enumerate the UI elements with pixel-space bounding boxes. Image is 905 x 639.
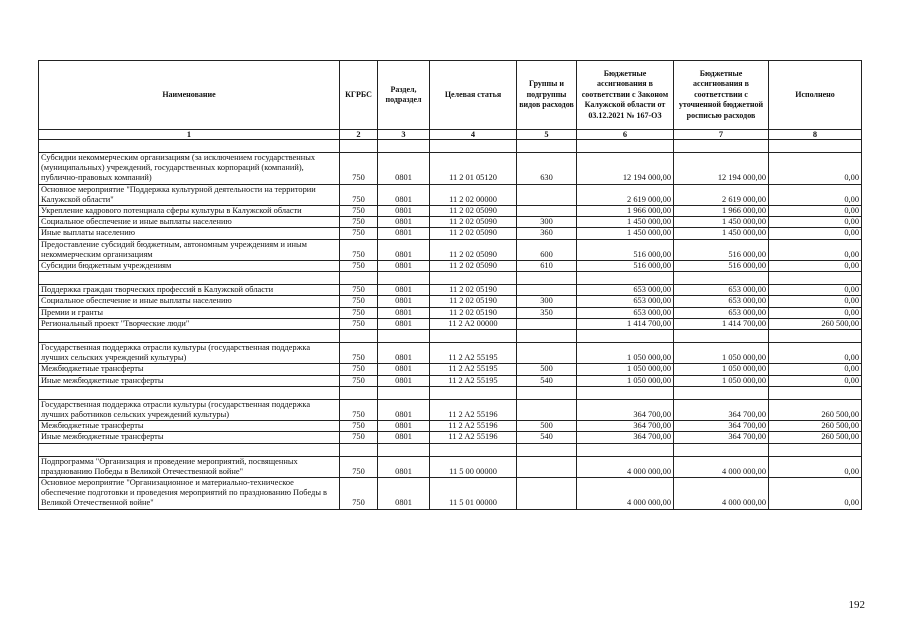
row-done-amount: 260 500,00 bbox=[769, 318, 862, 329]
column-number: 8 bbox=[769, 130, 862, 140]
row-kgrbs: 750 bbox=[340, 432, 378, 443]
row-law-amount: 653 000,00 bbox=[577, 285, 674, 296]
row-law-amount: 4 000 000,00 bbox=[577, 478, 674, 510]
row-section: 0801 bbox=[378, 307, 430, 318]
row-law-amount: 4 000 000,00 bbox=[577, 456, 674, 477]
row-kgrbs: 750 bbox=[340, 285, 378, 296]
row-done-amount: 0,00 bbox=[769, 261, 862, 272]
row-group: 360 bbox=[517, 228, 577, 239]
row-target: 11 2 A2 55195 bbox=[430, 375, 517, 386]
row-target: 11 5 01 00000 bbox=[430, 478, 517, 510]
row-target: 11 2 02 05090 bbox=[430, 228, 517, 239]
row-group bbox=[517, 184, 577, 205]
table-row bbox=[39, 228, 862, 239]
row-refined-amount: 1 450 000,00 bbox=[674, 217, 769, 228]
row-law-amount: 364 700,00 bbox=[577, 421, 674, 432]
row-refined-amount: 653 000,00 bbox=[674, 307, 769, 318]
column-number: 6 bbox=[577, 130, 674, 140]
row-section: 0801 bbox=[378, 375, 430, 386]
row-refined-amount: 1 450 000,00 bbox=[674, 228, 769, 239]
row-refined-amount: 653 000,00 bbox=[674, 285, 769, 296]
row-law-amount: 653 000,00 bbox=[577, 307, 674, 318]
row-section: 0801 bbox=[378, 364, 430, 375]
header-done: Исполнено bbox=[769, 61, 862, 130]
row-law-amount: 1 966 000,00 bbox=[577, 206, 674, 217]
row-done-amount: 0,00 bbox=[769, 375, 862, 386]
row-refined-amount: 364 700,00 bbox=[674, 432, 769, 443]
row-refined-amount: 4 000 000,00 bbox=[674, 478, 769, 510]
table-row bbox=[39, 343, 862, 364]
row-section: 0801 bbox=[378, 153, 430, 185]
row-group: 500 bbox=[517, 421, 577, 432]
table-row bbox=[39, 261, 862, 272]
column-number: 4 bbox=[430, 130, 517, 140]
row-group bbox=[517, 206, 577, 217]
row-done-amount: 0,00 bbox=[769, 239, 862, 260]
row-name: Государственная поддержка отрасли культуры (государственная поддержка лучших работников сельских учреждений культуры) bbox=[39, 399, 340, 420]
row-done-amount: 0,00 bbox=[769, 228, 862, 239]
row-target: 11 2 02 05190 bbox=[430, 285, 517, 296]
row-name: Премии и гранты bbox=[39, 307, 340, 318]
header-law: Бюджетные ассигнования в соответствии с Законом Калужской области от 03.12.2021 № 167-ОЗ bbox=[577, 61, 674, 130]
row-group bbox=[517, 318, 577, 329]
row-target: 11 2 02 05090 bbox=[430, 239, 517, 260]
row-refined-amount: 12 194 000,00 bbox=[674, 153, 769, 185]
row-section: 0801 bbox=[378, 318, 430, 329]
row-name: Основное мероприятие "Организационное и материально-техническое обеспечение подготовки и проведения мероприятий по празднованию Победы в Великой Отечественной войне" bbox=[39, 478, 340, 510]
column-number: 5 bbox=[517, 130, 577, 140]
row-kgrbs: 750 bbox=[340, 456, 378, 477]
row-name: Подпрограмма "Организация и проведение мероприятий, посвященных празднованию Победы в Великой Отечественной войне" bbox=[39, 456, 340, 477]
table-row bbox=[39, 421, 862, 432]
page-number: 192 bbox=[848, 599, 865, 611]
row-section: 0801 bbox=[378, 206, 430, 217]
row-law-amount: 1 414 700,00 bbox=[577, 318, 674, 329]
row-kgrbs: 750 bbox=[340, 153, 378, 185]
row-target: 11 2 02 05190 bbox=[430, 307, 517, 318]
row-section: 0801 bbox=[378, 239, 430, 260]
row-kgrbs: 750 bbox=[340, 307, 378, 318]
row-section: 0801 bbox=[378, 228, 430, 239]
row-refined-amount: 2 619 000,00 bbox=[674, 184, 769, 205]
row-kgrbs: 750 bbox=[340, 217, 378, 228]
row-kgrbs: 750 bbox=[340, 261, 378, 272]
row-target: 11 2 A2 55196 bbox=[430, 399, 517, 420]
row-group: 630 bbox=[517, 153, 577, 185]
row-section: 0801 bbox=[378, 456, 430, 477]
row-kgrbs: 750 bbox=[340, 478, 378, 510]
table-row bbox=[39, 285, 862, 296]
row-law-amount: 1 050 000,00 bbox=[577, 343, 674, 364]
table-row bbox=[39, 153, 862, 185]
row-name: Предоставление субсидий бюджетным, автономным учреждениям и иным некоммерческим организациям bbox=[39, 239, 340, 260]
row-law-amount: 1 050 000,00 bbox=[577, 375, 674, 386]
row-refined-amount: 364 700,00 bbox=[674, 421, 769, 432]
header-kgrbs: КГРБС bbox=[340, 61, 378, 130]
row-refined-amount: 1 414 700,00 bbox=[674, 318, 769, 329]
row-target: 11 2 02 05090 bbox=[430, 217, 517, 228]
spacer-row bbox=[39, 272, 862, 285]
row-group bbox=[517, 343, 577, 364]
row-section: 0801 bbox=[378, 399, 430, 420]
row-target: 11 2 A2 55195 bbox=[430, 343, 517, 364]
row-law-amount: 12 194 000,00 bbox=[577, 153, 674, 185]
table-row bbox=[39, 399, 862, 420]
row-done-amount: 0,00 bbox=[769, 364, 862, 375]
row-section: 0801 bbox=[378, 296, 430, 307]
spacer-row bbox=[39, 140, 862, 153]
row-refined-amount: 1 050 000,00 bbox=[674, 364, 769, 375]
header-target: Целевая статья bbox=[430, 61, 517, 130]
row-done-amount: 0,00 bbox=[769, 307, 862, 318]
row-refined-amount: 4 000 000,00 bbox=[674, 456, 769, 477]
row-name: Иные межбюджетные трансферты bbox=[39, 375, 340, 386]
row-kgrbs: 750 bbox=[340, 239, 378, 260]
row-name: Региональный проект "Творческие люди" bbox=[39, 318, 340, 329]
row-kgrbs: 750 bbox=[340, 228, 378, 239]
row-section: 0801 bbox=[378, 261, 430, 272]
row-done-amount: 0,00 bbox=[769, 217, 862, 228]
header-groups: Группы и подгруппы видов расходов bbox=[517, 61, 577, 130]
row-name: Поддержка граждан творческих профессий в Калужской области bbox=[39, 285, 340, 296]
row-name: Социальное обеспечение и иные выплаты населению bbox=[39, 217, 340, 228]
row-done-amount: 0,00 bbox=[769, 285, 862, 296]
row-section: 0801 bbox=[378, 478, 430, 510]
row-law-amount: 364 700,00 bbox=[577, 399, 674, 420]
row-group bbox=[517, 478, 577, 510]
row-done-amount: 260 500,00 bbox=[769, 421, 862, 432]
row-law-amount: 516 000,00 bbox=[577, 261, 674, 272]
row-kgrbs: 750 bbox=[340, 318, 378, 329]
row-refined-amount: 516 000,00 bbox=[674, 261, 769, 272]
row-group: 610 bbox=[517, 261, 577, 272]
row-target: 11 2 A2 55196 bbox=[430, 421, 517, 432]
row-target: 11 2 02 05090 bbox=[430, 206, 517, 217]
table-row bbox=[39, 364, 862, 375]
row-kgrbs: 750 bbox=[340, 421, 378, 432]
row-refined-amount: 364 700,00 bbox=[674, 399, 769, 420]
row-kgrbs: 750 bbox=[340, 184, 378, 205]
spacer-row bbox=[39, 386, 862, 399]
row-name: Основное мероприятие "Поддержка культурной деятельности на территории Калужской области" bbox=[39, 184, 340, 205]
header-section: Раздел, подраздел bbox=[378, 61, 430, 130]
row-section: 0801 bbox=[378, 421, 430, 432]
row-section: 0801 bbox=[378, 343, 430, 364]
row-target: 11 2 02 05190 bbox=[430, 296, 517, 307]
table-row bbox=[39, 206, 862, 217]
row-group: 350 bbox=[517, 307, 577, 318]
row-done-amount: 0,00 bbox=[769, 206, 862, 217]
row-group: 300 bbox=[517, 217, 577, 228]
row-refined-amount: 1 966 000,00 bbox=[674, 206, 769, 217]
row-target: 11 2 A2 00000 bbox=[430, 318, 517, 329]
row-name: Субсидии бюджетным учреждениям bbox=[39, 261, 340, 272]
table-row bbox=[39, 478, 862, 510]
table-row bbox=[39, 184, 862, 205]
row-kgrbs: 750 bbox=[340, 364, 378, 375]
row-section: 0801 bbox=[378, 285, 430, 296]
row-done-amount: 0,00 bbox=[769, 343, 862, 364]
row-group: 540 bbox=[517, 432, 577, 443]
row-law-amount: 1 450 000,00 bbox=[577, 217, 674, 228]
spacer-row bbox=[39, 330, 862, 343]
row-kgrbs: 750 bbox=[340, 296, 378, 307]
row-group bbox=[517, 399, 577, 420]
table-row bbox=[39, 375, 862, 386]
row-group bbox=[517, 456, 577, 477]
row-section: 0801 bbox=[378, 432, 430, 443]
row-group: 600 bbox=[517, 239, 577, 260]
row-name: Иные межбюджетные трансферты bbox=[39, 432, 340, 443]
spacer-row bbox=[39, 443, 862, 456]
row-section: 0801 bbox=[378, 217, 430, 228]
row-law-amount: 2 619 000,00 bbox=[577, 184, 674, 205]
row-done-amount: 260 500,00 bbox=[769, 399, 862, 420]
row-refined-amount: 516 000,00 bbox=[674, 239, 769, 260]
table-row bbox=[39, 456, 862, 477]
row-done-amount: 0,00 bbox=[769, 296, 862, 307]
row-group: 500 bbox=[517, 364, 577, 375]
table-row bbox=[39, 239, 862, 260]
row-target: 11 2 02 05090 bbox=[430, 261, 517, 272]
row-name: Межбюджетные трансферты bbox=[39, 364, 340, 375]
row-done-amount: 0,00 bbox=[769, 456, 862, 477]
row-group: 300 bbox=[517, 296, 577, 307]
row-law-amount: 653 000,00 bbox=[577, 296, 674, 307]
column-number: 1 bbox=[39, 130, 340, 140]
row-group bbox=[517, 285, 577, 296]
row-done-amount: 0,00 bbox=[769, 184, 862, 205]
row-refined-amount: 1 050 000,00 bbox=[674, 375, 769, 386]
row-law-amount: 1 050 000,00 bbox=[577, 364, 674, 375]
row-target: 11 2 A2 55196 bbox=[430, 432, 517, 443]
table-row bbox=[39, 307, 862, 318]
row-target: 11 2 A2 55195 bbox=[430, 364, 517, 375]
row-refined-amount: 653 000,00 bbox=[674, 296, 769, 307]
column-number: 2 bbox=[340, 130, 378, 140]
row-kgrbs: 750 bbox=[340, 399, 378, 420]
row-target: 11 5 00 00000 bbox=[430, 456, 517, 477]
table-row bbox=[39, 318, 862, 329]
row-done-amount: 0,00 bbox=[769, 153, 862, 185]
row-name: Иные выплаты населению bbox=[39, 228, 340, 239]
row-done-amount: 260 500,00 bbox=[769, 432, 862, 443]
column-number: 7 bbox=[674, 130, 769, 140]
row-name: Межбюджетные трансферты bbox=[39, 421, 340, 432]
table-row bbox=[39, 432, 862, 443]
row-name: Государственная поддержка отрасли культуры (государственная поддержка лучших сельских учреждений культуры) bbox=[39, 343, 340, 364]
column-number: 3 bbox=[378, 130, 430, 140]
row-law-amount: 1 450 000,00 bbox=[577, 228, 674, 239]
column-number-row bbox=[39, 130, 862, 140]
row-name: Социальное обеспечение и иные выплаты населению bbox=[39, 296, 340, 307]
row-kgrbs: 750 bbox=[340, 206, 378, 217]
row-target: 11 2 02 00000 bbox=[430, 184, 517, 205]
row-law-amount: 516 000,00 bbox=[577, 239, 674, 260]
row-law-amount: 364 700,00 bbox=[577, 432, 674, 443]
budget-table bbox=[38, 60, 862, 510]
table-row bbox=[39, 296, 862, 307]
row-group: 540 bbox=[517, 375, 577, 386]
row-done-amount: 0,00 bbox=[769, 478, 862, 510]
row-target: 11 2 01 05120 bbox=[430, 153, 517, 185]
row-kgrbs: 750 bbox=[340, 343, 378, 364]
table-row bbox=[39, 217, 862, 228]
row-name: Укрепление кадрового потенциала сферы культуры в Калужской области bbox=[39, 206, 340, 217]
table-header-row bbox=[39, 61, 862, 130]
header-refined: Бюджетные ассигнования в соответствии с уточненной бюджетной росписью расходов bbox=[674, 61, 769, 130]
row-section: 0801 bbox=[378, 184, 430, 205]
row-name: Субсидии некоммерческим организациям (за исключением государственных (муниципальных) учреждений, государственных корпораций (компаний), публично-правовых компаний) bbox=[39, 153, 340, 185]
row-kgrbs: 750 bbox=[340, 375, 378, 386]
header-name: Наименование bbox=[39, 61, 340, 130]
row-refined-amount: 1 050 000,00 bbox=[674, 343, 769, 364]
